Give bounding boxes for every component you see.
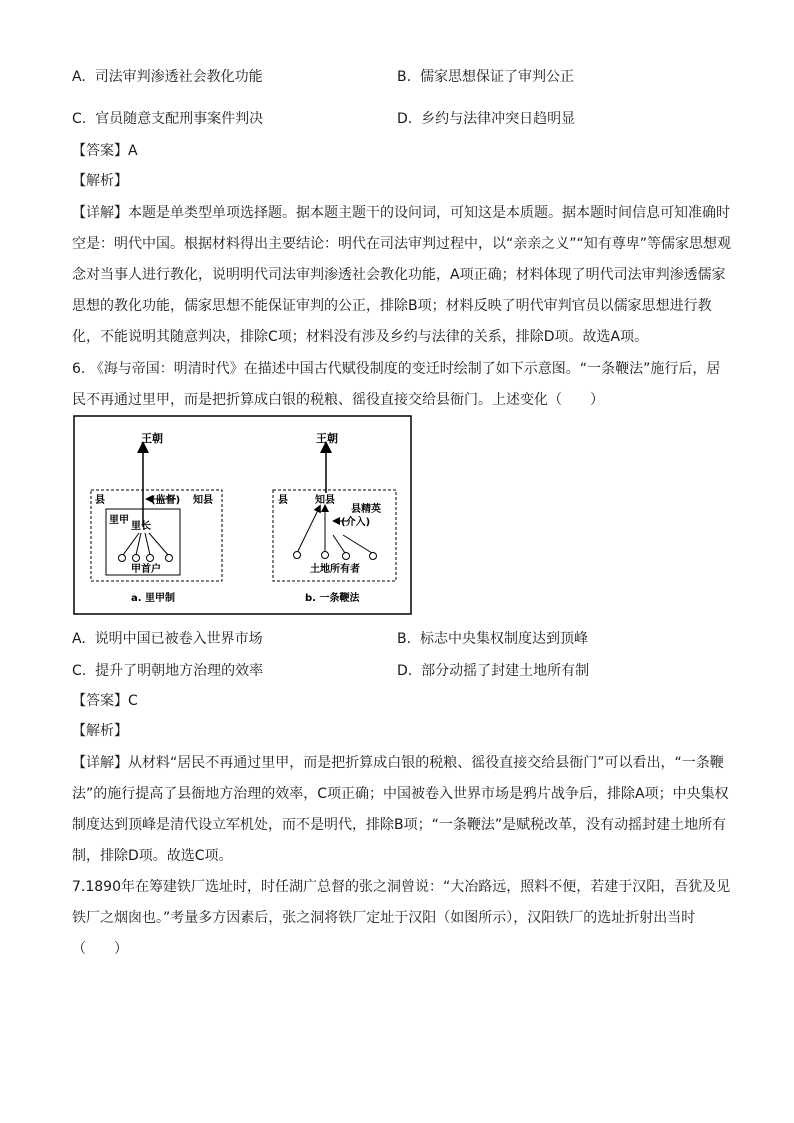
q6-analysis-label: 【解析】 [72,723,128,739]
q5-option-b: B. 儒家思想保证了审判公正 [397,69,574,85]
question-number: 6. [72,361,86,377]
detail-label: 【详解】 [72,205,128,221]
lizhang-label: 里长 [131,521,151,532]
lijia-label: 里甲 [109,515,129,526]
detail-label: 【详解】 [72,755,128,771]
q7-stem [72,872,732,965]
left-caption: a. 里甲制 [131,593,176,604]
owner-node-4 [370,553,377,560]
q6-option-c: C. 提升了明朝地方治理的效率 [72,663,264,679]
household-node-1 [119,555,126,562]
q5-answer [72,140,138,160]
question-text: 1890年在筹建铁厂选址时，时任湖广总督的张之洞曾说：“大冶路远，照料不便，若建于汉阳，吾犹及见铁厂之烟囱也。”考量多方因素后，张之洞将铁厂定址于汉阳（如图所示），汉阳铁厂的选址折射出当时（ ） [72,879,731,957]
owner-node-1 [294,552,301,559]
left-county-label: 县 [95,495,105,506]
q6-figure [73,415,412,615]
right-county-label: 县 [278,495,288,506]
households-label: 甲首户 [131,564,161,575]
intervene-label: (介入) [341,517,371,528]
household-node-4 [166,555,173,562]
q6-answer [72,690,138,710]
answer-label: 【答案】 [72,693,128,709]
right-caption: b. 一条鞭法 [305,593,360,604]
q6-option-a: A. 说明中国已被卷入世界市场 [72,631,263,647]
answer-value: C [128,693,138,709]
owner-node-2 [322,552,329,559]
q6-option-b: B. 标志中央集权制度达到顶峰 [397,631,588,647]
supervise-label: (监督) [151,495,181,506]
answer-value: A [128,143,138,159]
household-node-3 [147,555,154,562]
left-dynasty-label: 王朝 [141,432,163,445]
right-magistrate-label: 知县 [315,495,335,506]
q6-stem [72,354,732,416]
detail-text: 本题是单类型单项选择题。据本题主题干的设问词，可知这是本质题。据本题时间信息可知准确时空是：明代中国。根据材料得出主要结论：明代在司法审判过程中，以“亲亲之义”“知有尊卑”等儒家思想观念对当事人进行教化，说明明代司法审判渗透社会教化功能，A项正确；材料体现了明代司法审判渗透儒家思想的教化功能，儒家思想不能保证审判的公正，排除B项；材料反映了明代审判官员以儒家思想进行教化，不能说明其随意判决，排除C项；材料没有涉及乡约与法律的关系，排除D项。故选A项。 [72,205,732,345]
q5-option-d: D. 乡约与法律冲突日趋明显 [397,111,576,127]
q5-analysis-label: 【解析】 [72,173,128,189]
detail-text: 从材料“居民不再通过里甲，而是把折算成白银的税粮、徭役直接交给县衙门”可以看出，“一条鞭法”的施行提高了县衙地方治理的效率，C项正确；中国被卷入世界市场是鸦片战争后，排除A项；中央集权制度达到顶峰是清代设立军机处，而不是明代，排除B项；“一条鞭法”是赋税改革，没有动摇封建土地所有制，排除D项。故选C项。 [72,755,729,864]
q6-detail [72,748,732,872]
household-node-2 [133,555,140,562]
owners-label: 土地所有者 [310,564,360,575]
owner-node-3 [343,553,350,560]
right-dynasty-label: 王朝 [316,432,338,445]
question-number: 7. [72,879,86,895]
question-text: 《海与帝国：明清时代》在描述中国古代赋役制度的变迁时绘制了如下示意图。“一条鞭法”施行后，居民不再通过里甲，而是把折算成白银的税粮、徭役直接交给县衙门。上述变化（ ） [72,361,721,408]
fuyi-diagram [73,415,412,615]
q5-detail [72,198,732,353]
left-magistrate-label: 知县 [193,495,213,506]
q5-option-c: C. 官员随意支配刑事案件判决 [72,111,264,127]
q6-option-d: D. 部分动摇了封建土地所有制 [397,663,590,679]
q5-option-a: A. 司法审判渗透社会教化功能 [72,69,263,85]
elite-label: 县精英 [351,504,381,515]
answer-label: 【答案】 [72,143,128,159]
